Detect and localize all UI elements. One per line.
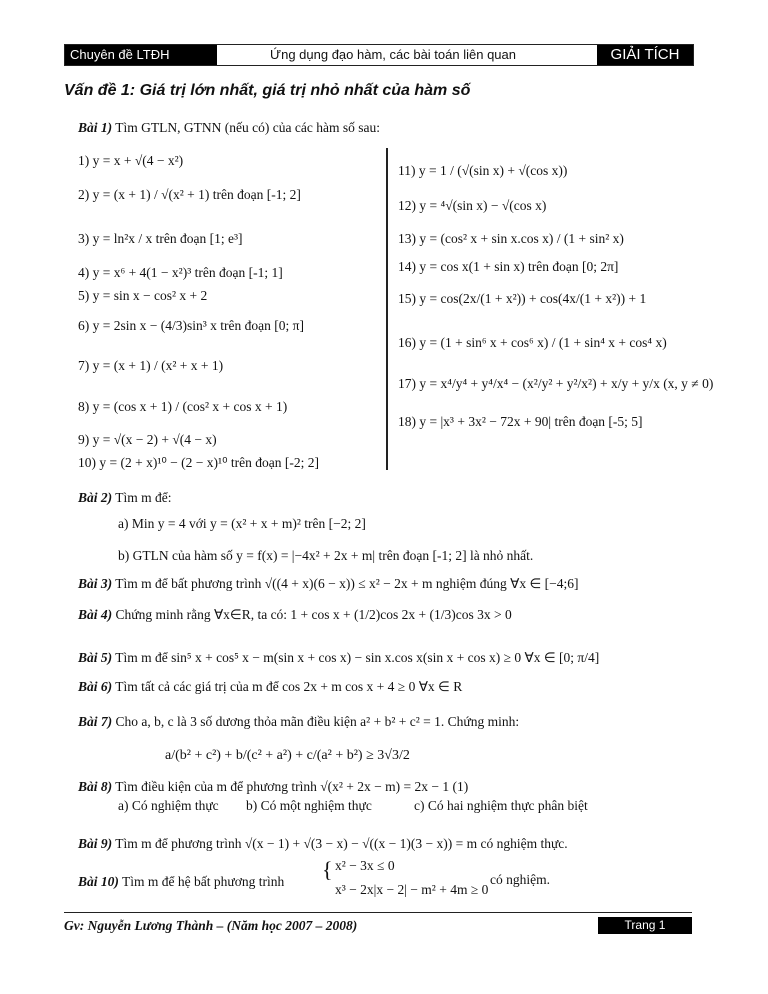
footer-page-number: Trang 1	[598, 917, 692, 934]
bai1-heading	[78, 120, 380, 136]
bai1-item-18: 18) y = |x³ + 3x² − 72x + 90| trên đoạn [-5; 5]	[398, 414, 643, 429]
bai7-text: Cho a, b, c là 3 số dương thỏa mãn điều kiện a² + b² + c² = 1. Chứng minh:	[115, 714, 520, 729]
bai2-label: Bài 2)	[78, 490, 113, 505]
section-title	[64, 82, 470, 100]
bai1-item-9: 9) y = √(x − 2) + √(4 − x)	[78, 432, 217, 447]
bai1-item-12: 12) y = ⁴√(sin x) − √(cos x)	[398, 198, 547, 213]
bai9-text: Tìm m để phương trình √(x − 1) + √(3 − x) − √((x − 1)(3 − x)) = m có nghiệm thực.	[115, 836, 568, 851]
bai4-label: Bài 4)	[78, 607, 113, 622]
bai10-label: Bài 10)	[78, 874, 119, 889]
header-subtitle: Ứng dụng đạo hàm, các bài toán liên quan	[269, 47, 516, 62]
bai1-label: Bài 1)	[78, 120, 113, 135]
bai7-label: Bài 7)	[78, 714, 113, 729]
bai5-text: Tìm m để sin⁵ x + cos⁵ x − m(sin x + cos x) − sin x.cos x(sin x + cos x) ≥ 0 ∀x ∈ [0; π/4]	[115, 650, 600, 665]
page-footer	[64, 912, 692, 933]
bai4-text: Chứng minh rằng ∀x∈R, ta có: 1 + cos x + (1/2)cos 2x + (1/3)cos 3x > 0	[115, 607, 512, 622]
bai1-item-3: 3) y = ln²x / x trên đoạn [1; e³]	[78, 231, 243, 246]
bai1-item-8: 8) y = (cos x + 1) / (cos² x + cos x + 1)	[78, 399, 288, 414]
bai1-item-10: 10) y = (2 + x)¹⁰ − (2 − x)¹⁰ trên đoạn [-2; 2]	[78, 455, 319, 470]
bai10-text: Tìm m để hệ bất phương trình	[122, 874, 285, 889]
bai4	[78, 607, 512, 623]
bai10-tail: có nghiệm.	[490, 872, 550, 887]
bai1-item-16: 16) y = (1 + sin⁶ x + cos⁶ x) / (1 + sin⁴ x + cos⁴ x)	[398, 335, 667, 350]
bai8-option-c: c) Có hai nghiệm thực phân biệt	[414, 798, 588, 813]
footer-author: Gv: Nguyễn Lương Thành – (Năm học 2007 – 2008)	[64, 918, 358, 933]
bai2-part-b: b) GTLN của hàm số y = f(x) = |−4x² + 2x + m| trên đoạn [-1; 2] là nhỏ nhất.	[118, 548, 534, 563]
bai6	[78, 679, 462, 695]
bai10-heading	[78, 874, 284, 890]
bai10-brace: {	[322, 857, 333, 882]
bai5-label: Bài 5)	[78, 650, 113, 665]
column-divider	[386, 148, 388, 470]
bai2-part-a: a) Min y = 4 với y = (x² + x + m)² trên [−2; 2]	[118, 516, 366, 531]
bai1-item-17: 17) y = x⁴/y⁴ + y⁴/x⁴ − (x²/y² + y²/x²) + x/y + y/x (x, y ≠ 0)	[398, 376, 714, 391]
bai6-label: Bài 6)	[78, 679, 113, 694]
bai10-line1: x² − 3x ≤ 0	[335, 858, 395, 873]
bai1-item-4: 4) y = x⁶ + 4(1 − x²)³ trên đoạn [-1; 1]	[78, 265, 283, 280]
bai9-label: Bài 9)	[78, 836, 113, 851]
bai7-formula: a/(b² + c²) + b/(c² + a²) + c/(a² + b²) ≥ 3√3/2	[165, 748, 410, 763]
bai1-item-11: 11) y = 1 / (√(sin x) + √(cos x))	[398, 163, 568, 178]
header-subject: GIẢI TÍCH	[597, 45, 693, 65]
page-header	[64, 44, 694, 66]
bai1-item-14: 14) y = cos x(1 + sin x) trên đoạn [0; 2π]	[398, 259, 619, 274]
bai8-option-b: b) Có một nghiệm thực	[246, 798, 372, 813]
bai3-label: Bài 3)	[78, 576, 113, 591]
bai7	[78, 714, 519, 730]
bai1-item-7: 7) y = (x + 1) / (x² + x + 1)	[78, 358, 224, 373]
bai1-text: Tìm GTLN, GTNN (nếu có) của các hàm số sau:	[115, 120, 380, 135]
bai1-item-5: 5) y = sin x − cos² x + 2	[78, 288, 208, 303]
bai1-item-6: 6) y = 2sin x − (4/3)sin³ x trên đoạn [0; π]	[78, 318, 304, 333]
bai2-heading	[78, 490, 172, 506]
section-title-prefix: Vấn đề 1:	[64, 82, 136, 99]
bai1-item-1: 1) y = x + √(4 − x²)	[78, 153, 184, 168]
bai2-text: Tìm m để:	[115, 490, 172, 505]
bai5	[78, 650, 599, 666]
bai3-text: Tìm m để bất phương trình √((4 + x)(6 − x)) ≤ x² − 2x + m nghiệm đúng ∀x ∈ [−4;6]	[115, 576, 579, 591]
bai6-text: Tìm tất cả các giá trị của m để cos 2x + m cos x + 4 ≥ 0 ∀x ∈ R	[115, 679, 463, 694]
bai1-item-13: 13) y = (cos² x + sin x.cos x) / (1 + sin² x)	[398, 231, 624, 246]
bai8-label: Bài 8)	[78, 779, 113, 794]
bai1-item-2: 2) y = (x + 1) / √(x² + 1) trên đoạn [-1; 2]	[78, 187, 301, 202]
bai8-text: Tìm điều kiện của m để phương trình √(x² + 2x − m) = 2x − 1 (1)	[115, 779, 469, 794]
bai1-item-15: 15) y = cos(2x/(1 + x²)) + cos(4x/(1 + x²)) + 1	[398, 291, 647, 306]
bai8-option-a: a) Có nghiệm thực	[118, 798, 219, 813]
section-title-text: Giá trị lớn nhất, giá trị nhỏ nhất của hàm số	[139, 82, 471, 99]
bai10-line2: x³ − 2x|x − 2| − m² + 4m ≥ 0	[335, 882, 489, 897]
bai3	[78, 576, 578, 592]
header-topic: Chuyên đề LTĐH	[65, 45, 217, 65]
bai8	[78, 779, 468, 795]
